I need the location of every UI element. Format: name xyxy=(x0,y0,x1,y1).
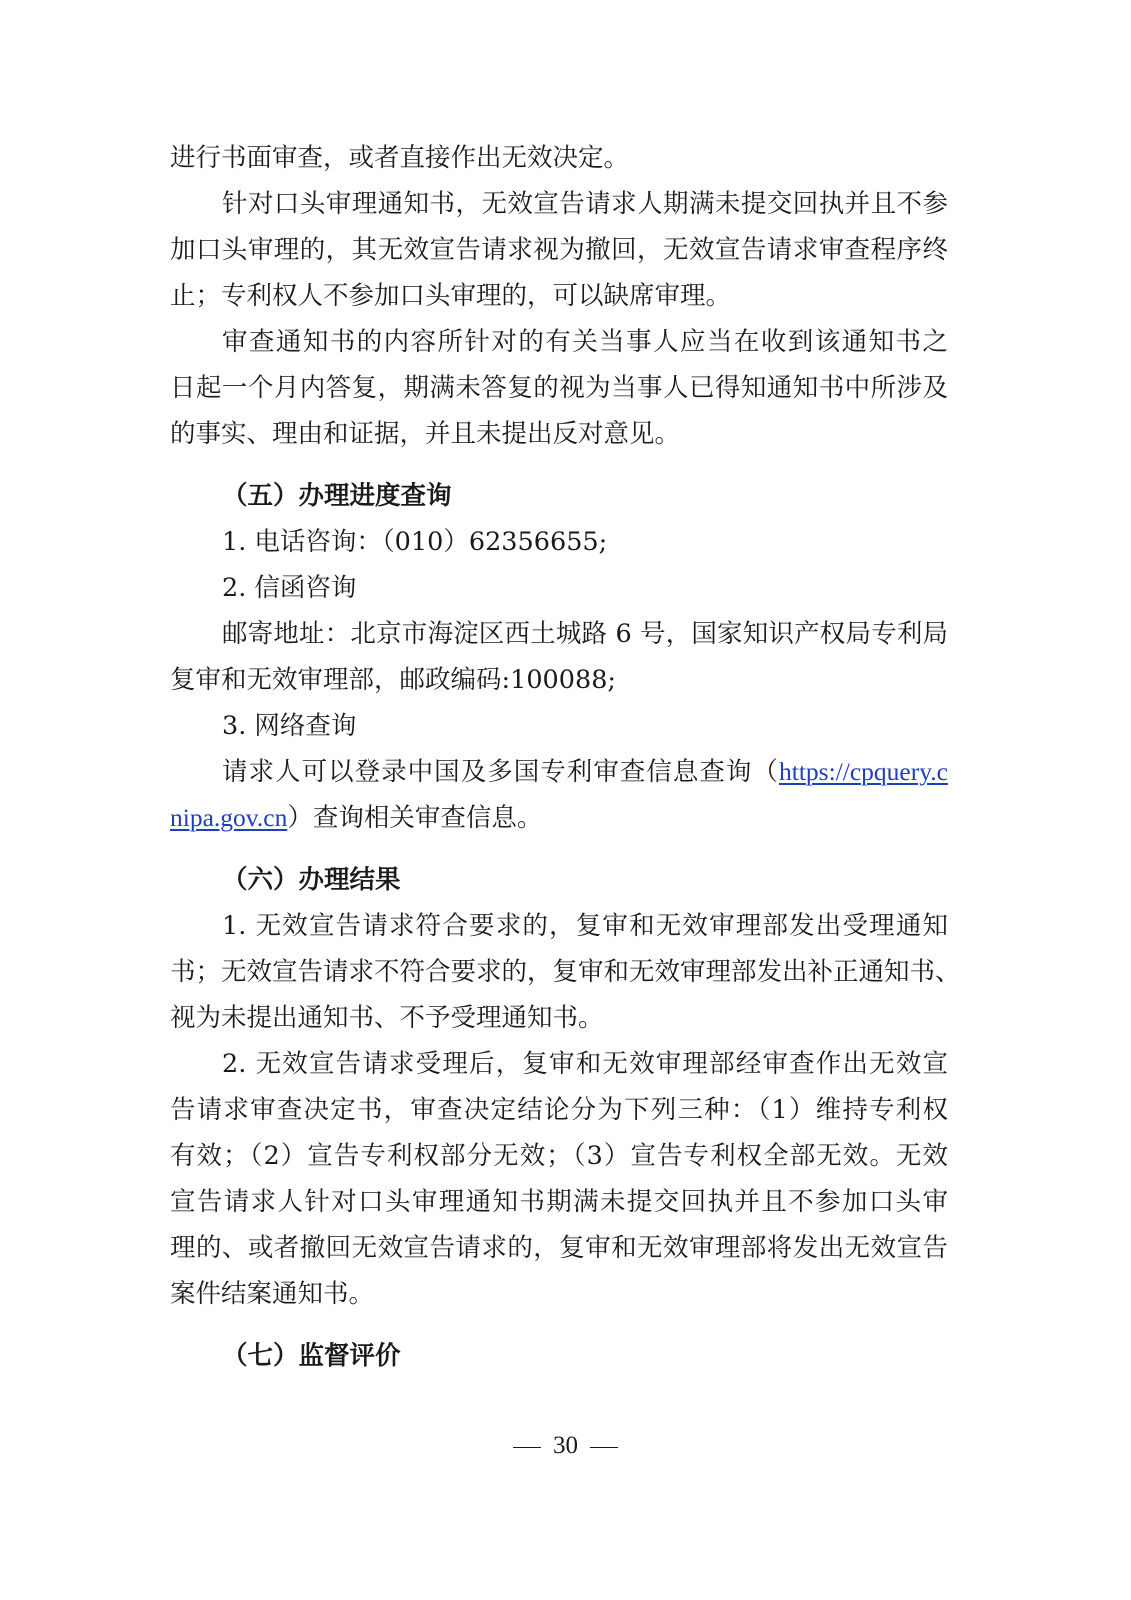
mailing-address-line: 邮寄地址：北京市海淀区西土城路 6 号，国家知识产权局专利局 xyxy=(222,619,948,649)
footer-dash-left xyxy=(513,1447,541,1449)
paragraph-line: 的事实、理由和证据，并且未提出反对意见。 xyxy=(170,419,681,449)
result-line: 案件结案通知书。 xyxy=(170,1279,375,1309)
page-footer xyxy=(0,1432,1131,1460)
paragraph-line: 针对口头审理通知书，无效宣告请求人期满未提交回执并且不参 xyxy=(222,189,948,219)
paragraph-line: 止；专利权人不参加口头审理的，可以缺席审理。 xyxy=(170,281,732,311)
paragraph-line: 进行书面审查，或者直接作出无效决定。 xyxy=(170,143,630,173)
online-inquiry-text: 请求人可以登录中国及多国专利审查信息查询（ xyxy=(222,757,779,787)
mailing-address-line: 复审和无效审理部，邮政编码:100088; xyxy=(170,665,617,695)
paragraph-line: 审查通知书的内容所针对的有关当事人应当在收到该通知书之 xyxy=(222,327,948,357)
online-inquiry-item: 3. 网络查询 xyxy=(222,711,357,741)
result-line: 有效；（2）宣告专利权部分无效；（3）宣告专利权全部无效。无效 xyxy=(170,1141,948,1171)
section-heading-supervision: （七）监督评价 xyxy=(222,1341,401,1371)
paragraph-line: 日起一个月内答复，期满未答复的视为当事人已得知通知书中所涉及 xyxy=(170,373,948,403)
result-line: 2. 无效宣告请求受理后，复审和无效审理部经审查作出无效宣 xyxy=(222,1049,948,1079)
page-number: 30 xyxy=(553,1432,578,1459)
result-line: 理的、或者撤回无效宣告请求的，复审和无效审理部将发出无效宣告 xyxy=(170,1233,948,1263)
result-line: 视为未提出通知书、不予受理通知书。 xyxy=(170,1003,604,1033)
document-page xyxy=(170,135,961,1379)
section-heading-progress-query: （五）办理进度查询 xyxy=(222,481,452,511)
online-inquiry-line xyxy=(170,749,948,795)
phone-inquiry-item: 1. 电话咨询：（010）62356655; xyxy=(222,527,608,557)
result-line: 1. 无效宣告请求符合要求的，复审和无效审理部发出受理通知 xyxy=(222,911,948,941)
cpquery-link-continued[interactable]: nipa.gov.cn xyxy=(170,803,288,832)
online-inquiry-text: ）查询相关审查信息。 xyxy=(287,803,543,833)
result-line: 书；无效宣告请求不符合要求的，复审和无效审理部发出补正通知书、 xyxy=(170,957,961,987)
cpquery-link[interactable]: https://cpquery.c xyxy=(778,757,948,786)
section-heading-results: （六）办理结果 xyxy=(222,865,401,895)
result-line: 宣告请求人针对口头审理通知书期满未提交回执并且不参加口头审 xyxy=(170,1187,948,1217)
result-line: 告请求审查决定书，审查决定结论分为下列三种：（1）维持专利权 xyxy=(170,1095,948,1125)
letter-inquiry-item: 2. 信函咨询 xyxy=(222,573,357,603)
online-inquiry-line xyxy=(170,795,948,841)
footer-dash-right xyxy=(590,1447,618,1449)
paragraph-line: 加口头审理的，其无效宣告请求视为撤回，无效宣告请求审查程序终 xyxy=(170,235,948,265)
